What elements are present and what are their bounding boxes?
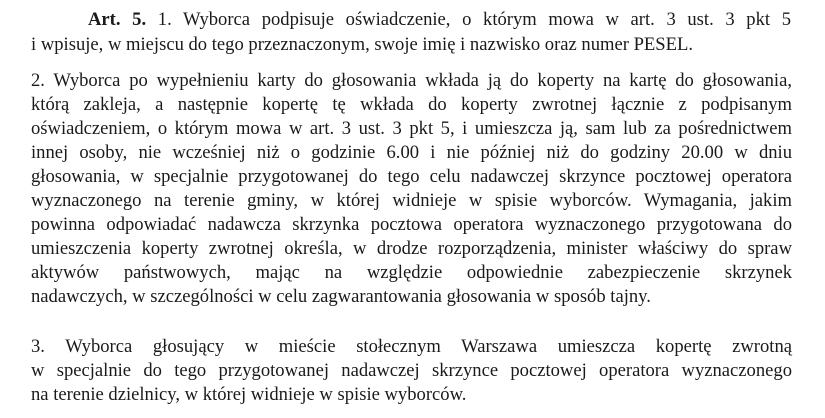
paragraph-line: powinna odpowiadać nadawcza skrzynka pocztowa operatora wyznaczonego przygotowana do xyxy=(31,214,792,235)
paragraph-line: nadawczych, w szczególności w celu zagwarantowania głosowania w sposób tajny. xyxy=(31,286,651,307)
paragraph-line: umieszczenia koperty zwrotnej określa, w drodze rozporządzenia, minister właściwy do spraw xyxy=(31,238,792,259)
paragraph-line: 2. Wyborca po wypełnieniu karty do głosowania wkłada ją do koperty na kartę do głosowania, xyxy=(31,70,792,91)
paragraph-line: głosowania, w specjalnie przygotowanej do tego celu nadawczej skrzynce pocztowej operatora xyxy=(31,166,792,187)
paragraph-line: którą zakleja, a następnie kopertę tę wkłada do koperty zwrotnej łącznie z podpisanym xyxy=(31,94,792,115)
article-label: Art. 5. xyxy=(88,9,147,30)
paragraph-line: na terenie dzielnicy, w której widnieje w spisie wyborców. xyxy=(31,384,467,405)
paragraph-line: w specjalnie do tego przygotowanej nadawczej skrzynce pocztowej operatora wyznaczonego xyxy=(31,360,792,381)
paragraph-line: i wpisuje, w miejscu do tego przeznaczonym, swoje imię i nazwisko oraz numer PESEL. xyxy=(31,34,693,55)
paragraph-line: 3. Wyborca głosujący w mieście stołecznym Warszawa umieszcza kopertę zwrotną xyxy=(31,336,792,357)
paragraph-line: wyznaczonego na terenie gminy, w której widnieje w spisie wyborców. Wymagania, jakim xyxy=(31,190,792,211)
paragraph-line: aktywów państwowych, mając na względzie odpowiednie zabezpieczenie skrzynek xyxy=(31,262,792,283)
paragraph-line: innej osoby, nie wcześniej niż o godzinie 6.00 i nie później niż do godziny 20.00 w dniu xyxy=(31,142,792,163)
paragraph-line: Art. 5. 1. Wyborca podpisuje oświadczenie, o którym mowa w art. 3 ust. 3 pkt 5 xyxy=(88,9,792,30)
paragraph-line: oświadczeniem, o którym mowa w art. 3 ust. 3 pkt 5, i umieszcza ją, sam lub za pośrednictwem xyxy=(31,118,792,139)
